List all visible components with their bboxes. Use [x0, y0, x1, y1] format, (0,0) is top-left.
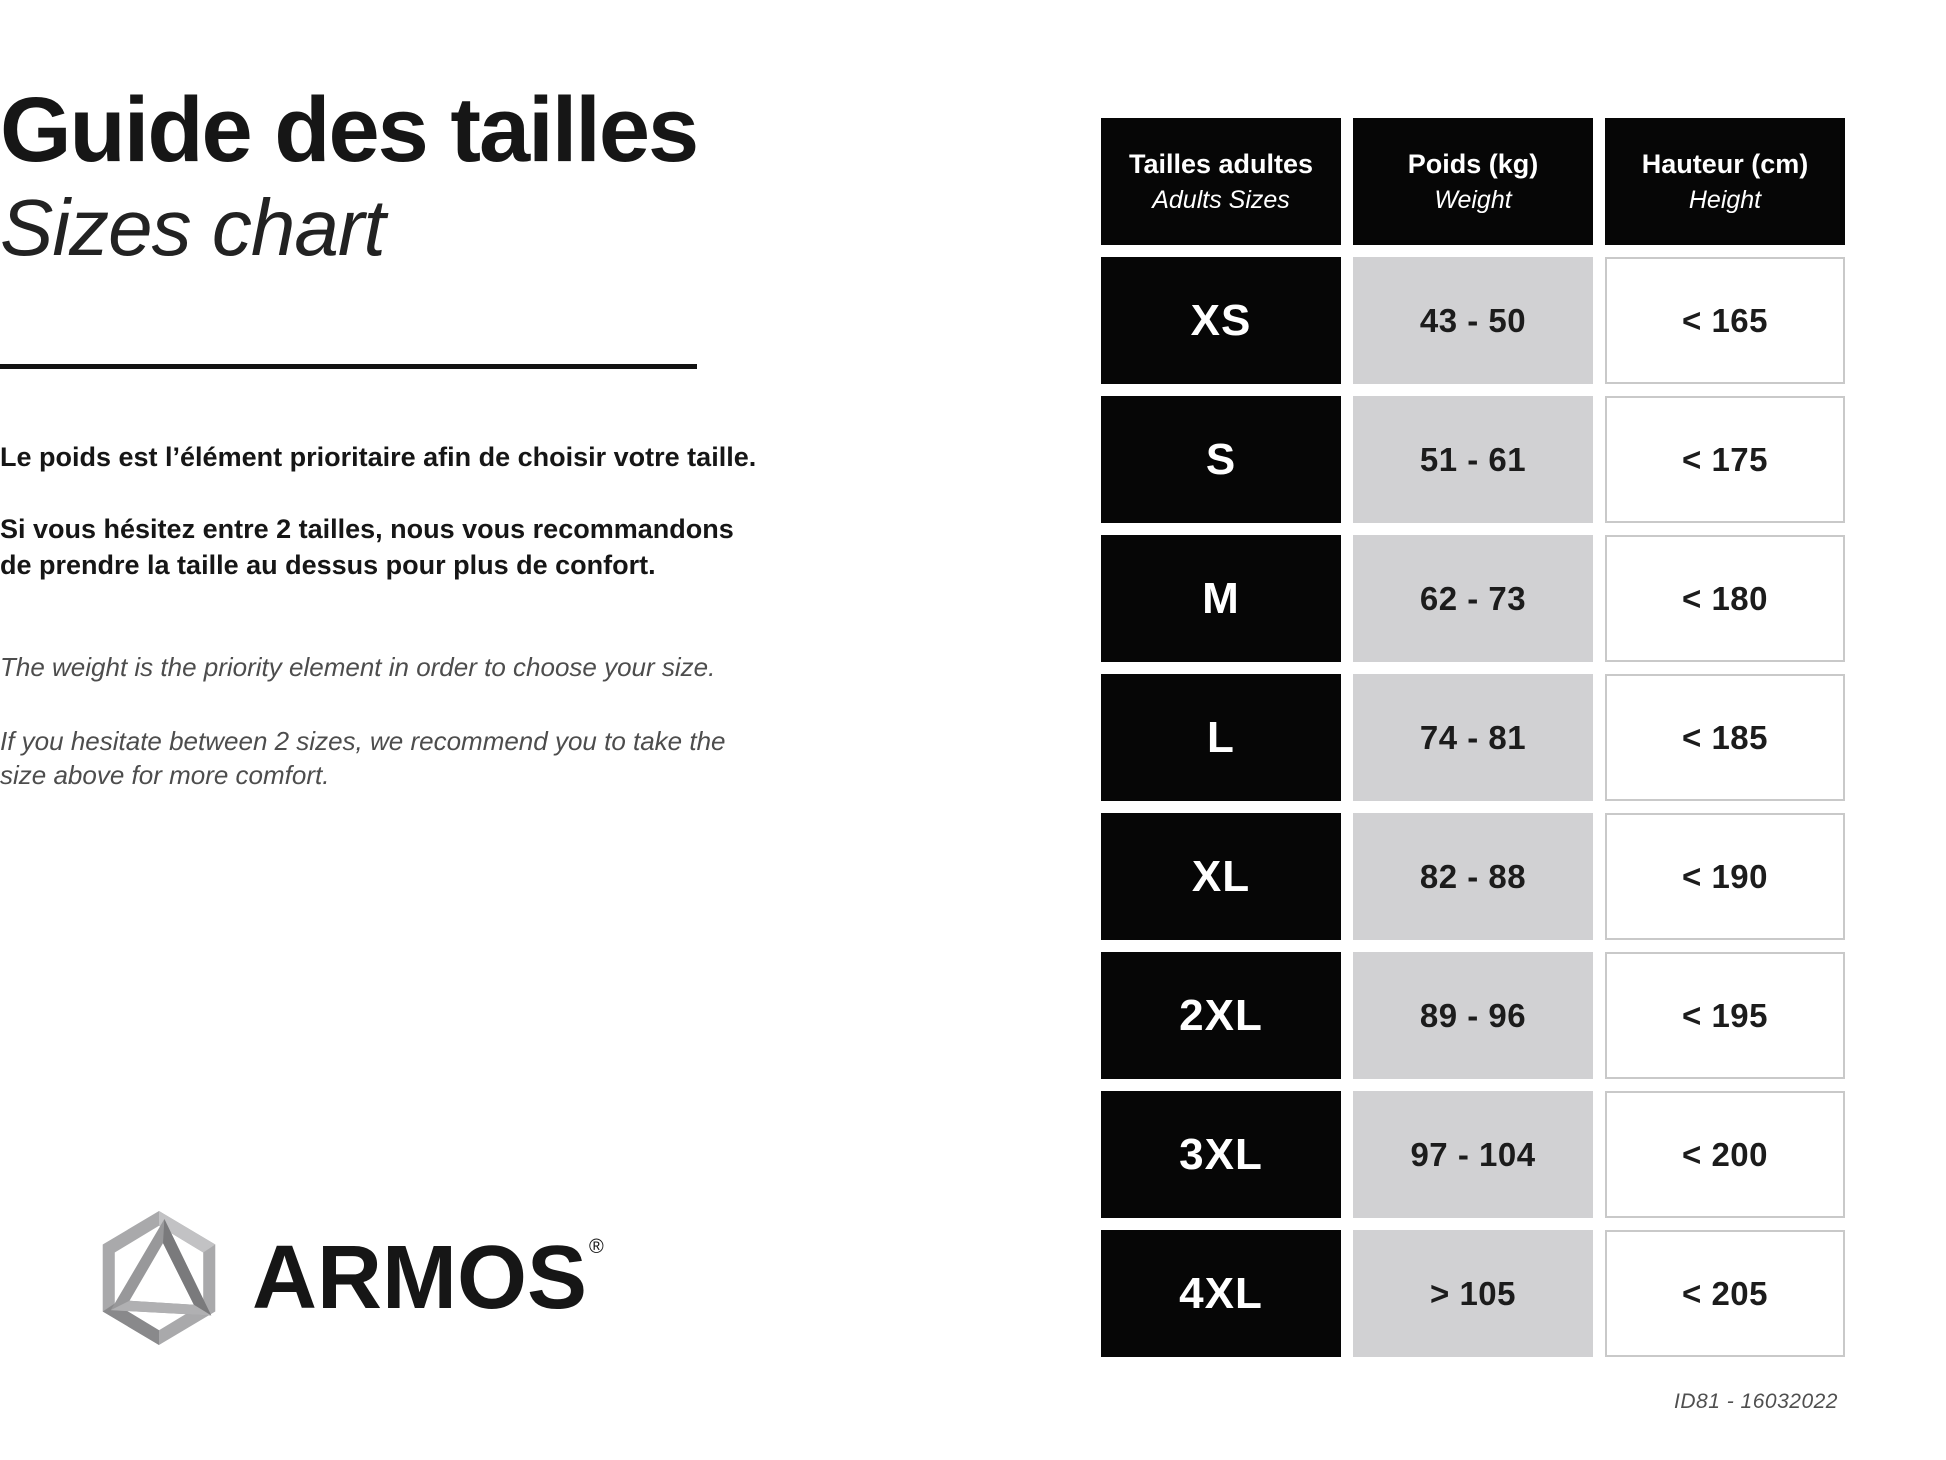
- registered-trademark-icon: ®: [589, 1236, 604, 1258]
- size-cell-2xl: 2XL: [1101, 952, 1341, 1079]
- height-cell-l: < 185: [1605, 674, 1845, 801]
- weight-cell-m: 62 - 73: [1353, 535, 1593, 662]
- weight-cell-s: 51 - 61: [1353, 396, 1593, 523]
- weight-cell-3xl: 97 - 104: [1353, 1091, 1593, 1218]
- size-cell-m: M: [1101, 535, 1341, 662]
- table-header-weight: [1353, 118, 1593, 245]
- page-title-en: Sizes chart: [0, 183, 385, 272]
- header-weight-en: Weight: [1434, 185, 1512, 214]
- height-cell-3xl: < 200: [1605, 1091, 1845, 1218]
- table-header-sizes: [1101, 118, 1341, 245]
- weight-cell-2xl: 89 - 96: [1353, 952, 1593, 1079]
- size-cell-xs: XS: [1101, 257, 1341, 384]
- size-table: [1101, 118, 1845, 1357]
- page-title-fr: Guide des tailles: [0, 79, 698, 181]
- weight-cell-4xl: > 105: [1353, 1230, 1593, 1357]
- instruction-en-hesitate: If you hesitate between 2 sizes, we recommend you to take the size above for more comfort.: [0, 726, 726, 791]
- weight-cell-xs: 43 - 50: [1353, 257, 1593, 384]
- hexagon-triangle-icon: [92, 1208, 226, 1348]
- size-cell-4xl: 4XL: [1101, 1230, 1341, 1357]
- brand-wordmark: ARMOS: [252, 1228, 587, 1328]
- height-cell-2xl: < 195: [1605, 952, 1845, 1079]
- height-cell-4xl: < 205: [1605, 1230, 1845, 1357]
- instruction-fr-hesitate: Si vous hésitez entre 2 tailles, nous vous recommandons de prendre la taille au dessus pour plus de confort.: [0, 514, 734, 580]
- size-cell-3xl: 3XL: [1101, 1091, 1341, 1218]
- instruction-en-weight: The weight is the priority element in order to choose your size.: [0, 652, 716, 682]
- weight-cell-l: 74 - 81: [1353, 674, 1593, 801]
- height-cell-xs: < 165: [1605, 257, 1845, 384]
- height-cell-m: < 180: [1605, 535, 1845, 662]
- instruction-fr-weight: Le poids est l’élément prioritaire afin de choisir votre taille.: [0, 442, 757, 472]
- table-header-height: [1605, 118, 1845, 245]
- height-cell-xl: < 190: [1605, 813, 1845, 940]
- size-cell-l: L: [1101, 674, 1341, 801]
- header-sizes-en: Adults Sizes: [1152, 185, 1290, 214]
- weight-cell-xl: 82 - 88: [1353, 813, 1593, 940]
- header-height-en: Height: [1688, 185, 1762, 214]
- header-sizes-fr: Tailles adultes: [1128, 148, 1314, 179]
- height-cell-s: < 175: [1605, 396, 1845, 523]
- document-id: ID81 - 16032022: [1674, 1390, 1838, 1413]
- header-weight-fr: Poids (kg): [1407, 148, 1539, 179]
- header-height-fr: Hauteur (cm): [1641, 148, 1809, 179]
- size-cell-s: S: [1101, 396, 1341, 523]
- armos-logo: [92, 1208, 604, 1348]
- size-cell-xl: XL: [1101, 813, 1341, 940]
- title-divider: [0, 364, 697, 369]
